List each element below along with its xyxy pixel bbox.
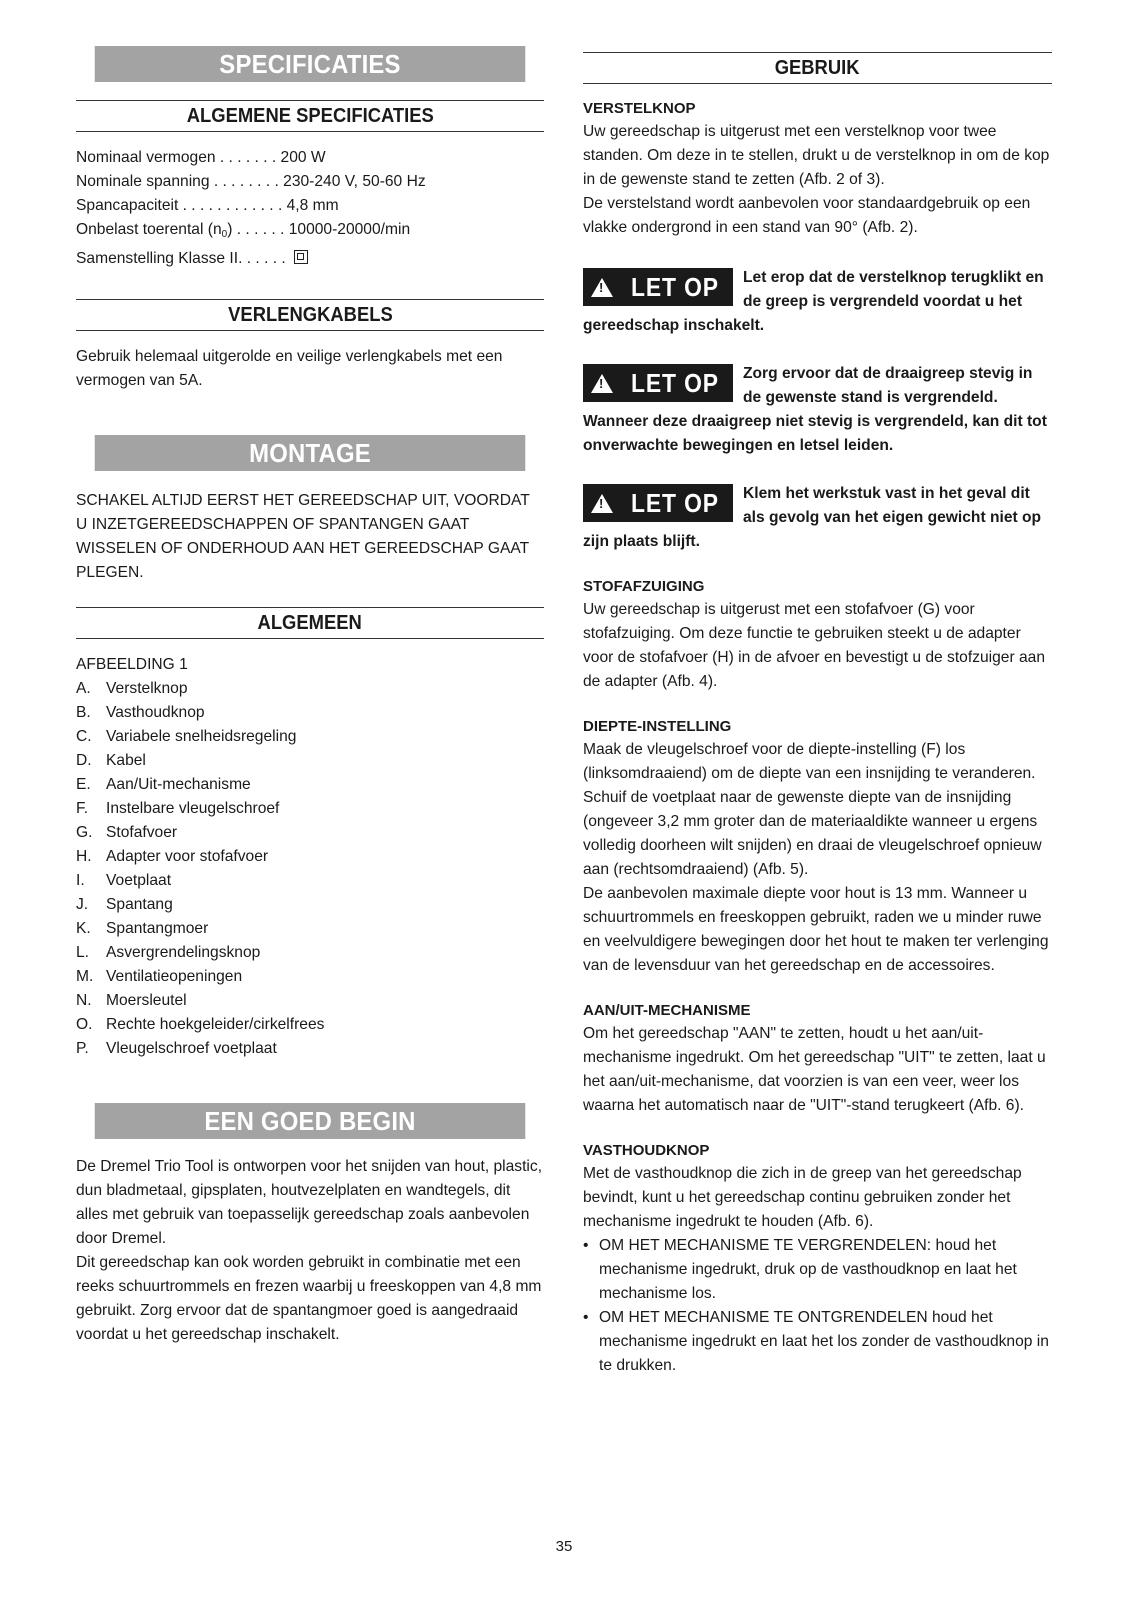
list-item: F. Instelbare vleugelschroef [76,800,280,817]
list-item: E. Aan/Uit-mechanisme [76,776,251,793]
spec-row: Nominaal vermogen . . . . . . . 200 W [76,149,326,166]
list-item: I. Voetplaat [76,872,172,889]
montage-text: SCHAKEL ALTIJD EERST HET GEREEDSCHAP UIT, VOORDAT U INZETGEREEDSCHAPPEN OF SPANTANGEN GAAT WISSELEN OF ONDERHOUD AAN HET GEREEDSCHAP GAAT PLEGEN. [76,492,530,581]
page-number: 35 [555,1538,573,1555]
list-item: A. Verstelknop [76,680,188,697]
warning-block [583,482,1052,554]
montage-banner: MONTAGE [95,435,526,471]
list-item: N. Moersleutel [76,992,187,1009]
specificaties-banner: SPECIFICATIES [95,46,526,82]
specs-list [76,146,544,271]
verlengkabels-text: Gebruik helemaal uitgerolde en veilige verlengkabels met een vermogen van 5A. [76,348,503,389]
list-item: K. Spantangmoer [76,920,209,937]
left-column [76,46,544,1347]
diepte-paragraph-1: Maak de vleugelschroef voor de diepte-instelling (F) los (linksomdraaiend) om de diepte van een insnijding te veranderen. Schuif de voetplaat naar de gewenste diepte van de insnijding (ongeveer 3,2 mm groter dan de materiaaldikte wanneer u ergens volledig doorheen wilt snijden) en draai de vleugelschroef opnieuw aan (rechtsomdraaiend) (Afb. 5). [583,741,1042,878]
warning-triangle-icon [591,374,613,393]
list-item: C. Variabele snelheidsregeling [76,728,297,745]
vasthoudknop-text: Met de vasthoudknop die zich in de greep van het gereedschap bevindt, kunt u het gereedschap continu gebruiken zonder het mechanisme ingedrukt te houden (Afb. 6). [583,1165,1022,1230]
stofafzuiging-heading: STOFAFZUIGING [583,578,705,595]
warning-text: Zorg ervoor dat de draaigreep stevig in de gewenste stand is vergrendeld. Wanneer deze draaigreep niet stevig is vergrendeld, kan dit tot onverwachte bewegingen en letsel leiden. [583,365,1047,454]
spec-row: Spancapaciteit . . . . . . . . . . . . 4,8 mm [76,197,339,214]
een-goed-begin-banner: EEN GOED BEGIN [95,1103,526,1139]
afbeelding-label: AFBEELDING 1 [76,656,188,673]
verstelknop-heading: VERSTELKNOP [583,100,696,117]
algemeen-heading: ALGEMEEN [76,607,544,639]
verlengkabels-heading: VERLENGKABELS [76,299,544,331]
goed-begin-paragraph-1: De Dremel Trio Tool is ontworpen voor het snijden van hout, plastic, dun bladmetaal, gipsplaten, houtvezelplaten en wandtegels, dit alles met gebruik van toepasselijk gereedschap zoals aanbevolen door Dremel. [76,1158,543,1247]
warning-triangle-icon [591,494,613,513]
double-insulation-icon [294,250,308,264]
bullet-item: • OM HET MECHANISME TE ONTGRENDELEN houd het mechanisme ingedrukt en laat het los zonder de vasthoudknop in te drukken. [583,1309,1049,1374]
aan-uit-text: Om het gereedschap "AAN" te zetten, houdt u het aan/uit-mechanisme ingedrukt. Om het gereedschap "UIT" te zetten, laat u het aan/uit-mechanisme, dat voorzien is van een veer, weer los waarna het automatisch naar de "UIT"-stand terugkeert (Afb. 6). [583,1025,1046,1114]
list-item: J. Spantang [76,896,173,913]
aan-uit-mechanisme-heading: AAN/UIT-MECHANISME [583,1002,751,1019]
list-item: B. Vasthoudknop [76,704,205,721]
diepte-instelling-heading: DIEPTE-INSTELLING [583,718,732,735]
vasthoudknop-heading: VASTHOUDKNOP [583,1142,710,1159]
list-item: G. Stofafvoer [76,824,178,841]
verstelknop-paragraph-2: De verstelstand wordt aanbevolen voor standaardgebruik op een vlakke ondergrond in een stand van 90° (Afb. 2). [583,195,1031,236]
gebruik-heading: GEBRUIK [583,52,1052,84]
list-item: P. Vleugelschroef voetplaat [76,1040,277,1057]
bullet-item: • OM HET MECHANISME TE VERGRENDELEN: houd het mechanisme ingedrukt, druk op de vasthoudknop en laat het mechanisme los. [583,1237,1017,1302]
stofafzuiging-text: Uw gereedschap is uitgerust met een stofafvoer (G) voor stofafzuiging. Om deze functie te gebruiken steekt u de adapter voor de stofafvoer (H) in de afvoer en bevestigt u de stofzuiger aan de adapter (Afb. 4). [583,601,1046,690]
right-column [583,46,1052,1378]
spec-row: Nominale spanning . . . . . . . . 230-240 V, 50-60 Hz [76,173,426,190]
list-item: M. Ventilatieopeningen [76,968,243,985]
parts-list [76,677,544,1061]
let-op-badge: ! LET OP [583,484,733,522]
warning-block [583,362,1052,458]
list-item: L. Asvergrendelingsknop [76,944,261,961]
warning-text: Klem het werkstuk vast in het geval dit als gevolg van het eigen gewicht niet op zijn plaats blijft. [583,485,1042,550]
warning-triangle-icon [591,278,613,297]
let-op-badge: ! LET OP [583,268,733,306]
algemene-specificaties-heading: ALGEMENE SPECIFICATIES [76,100,544,132]
spec-row: Onbelast toerental (n0) . . . . . . 10000-20000/min [76,221,411,240]
goed-begin-paragraph-2: Dit gereedschap kan ook worden gebruikt in combinatie met een reeks schuurtrommels en frezen waarbij u freeskoppen van 4,8 mm gebruikt. Zorg ervoor dat de spantangmoer goed is aangedraaid voordat u het gereedschap inschakelt. [76,1254,542,1343]
diepte-paragraph-2: De aanbevolen maximale diepte voor hout is 13 mm. Wanneer u schuurtrommels en freeskoppen gebruikt, raden we u minder ruwe en veelvuldigere bewegingen door het hout te maken ter verlenging van de levensduur van het gereedschap en de accessoires. [583,885,1049,974]
verstelknop-paragraph-1: Uw gereedschap is uitgerust met een verstelknop voor twee standen. Om deze in te stellen, drukt u de verstelknop in om de kop in de gewenste stand te zetten (Afb. 2 of 3). [583,123,1050,188]
warning-text: Let erop dat de verstelknop terugklikt en de greep is vergrendeld voordat u het gereedschap inschakelt. [583,269,1044,334]
list-item: O. Rechte hoekgeleider/cirkelfrees [76,1016,325,1033]
list-item: D. Kabel [76,752,146,769]
list-item: H. Adapter voor stofafvoer [76,848,269,865]
warning-block [583,266,1052,338]
let-op-badge: ! LET OP [583,364,733,402]
spec-row: Samenstelling Klasse II. . . . . . [76,247,544,271]
